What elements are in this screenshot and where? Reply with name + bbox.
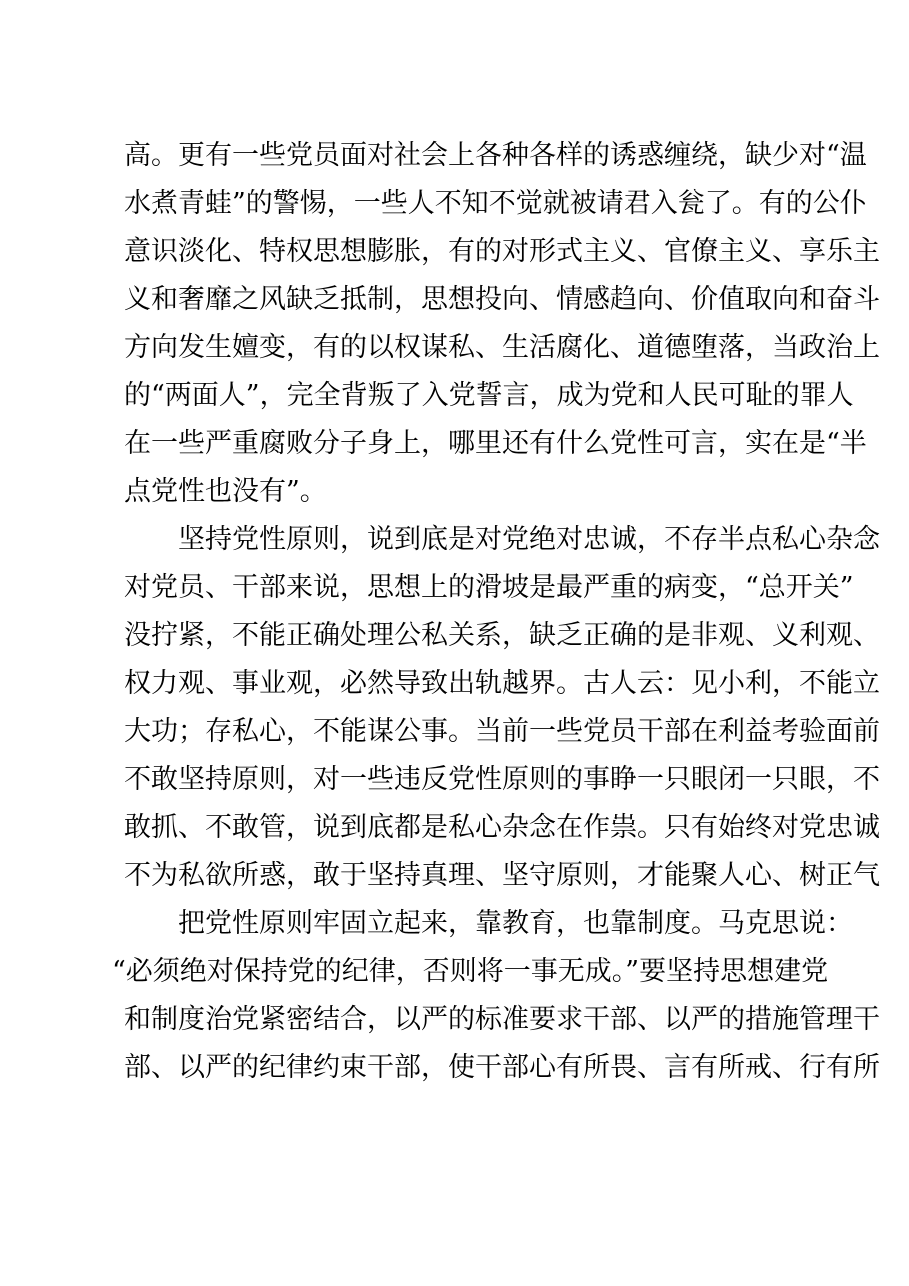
paragraph-1-line-3: 意识淡化、特权思想膨胀，有的对形式主义、官僚主义、享乐主 xyxy=(124,236,880,267)
paragraph-1-line-4: 义和奢靡之风缺乏抵制，思想投向、情感趋向、价值取向和奋斗 xyxy=(124,284,880,315)
paragraph-1-line-8: 点党性也没有”。 xyxy=(124,476,327,507)
paragraph-3-line-3: 和制度治党紧密结合，以严的标准要求干部、以严的措施管理干 xyxy=(124,1004,880,1035)
paragraph-2-line-2: 对党员、干部来说，思想上的滑坡是最严重的病变，“总开关” xyxy=(124,572,854,603)
paragraph-2-line-5: 大功；存私心，不能谋公事。当前一些党员干部在利益考验面前 xyxy=(124,716,880,747)
paragraph-1-line-2: 水煮青蛙”的警惕，一些人不知不觉就被请君入瓮了。有的公仆 xyxy=(124,188,867,219)
paragraph-2-line-3: 没拧紧，不能正确处理公私关系，缺乏正确的是非观、义利观、 xyxy=(124,620,880,651)
paragraph-3-line-2: “必须绝对保持党的纪律，否则将一事无成。”要坚持思想建党 xyxy=(112,956,829,987)
paragraph-3-line-1: 把党性原则牢固立起来，靠教育，也靠制度。马克思说： xyxy=(178,908,853,939)
paragraph-2-line-7: 敢抓、不敢管，说到底都是私心杂念在作祟。只有始终对党忠诚 xyxy=(124,812,880,843)
paragraph-1-line-5: 方向发生嬗变，有的以权谋私、生活腐化、道德堕落，当政治上 xyxy=(124,332,880,363)
paragraph-1-line-6: 的“两面人”，完全背叛了入党誓言，成为党和人民可耻的罪人 xyxy=(124,380,854,411)
paragraph-1-line-1: 高。更有一些党员面对社会上各种各样的诱惑缠绕，缺少对“温 xyxy=(124,140,867,171)
document-body xyxy=(112,132,880,1092)
paragraph-2-line-6: 不敢坚持原则，对一些违反党性原则的事睁一只眼闭一只眼，不 xyxy=(124,764,880,795)
paragraph-2-line-1: 坚持党性原则，说到底是对党绝对忠诚，不存半点私心杂念 xyxy=(178,524,880,555)
paragraph-2-line-4: 权力观、事业观，必然导致出轨越界。古人云：见小利，不能立 xyxy=(124,668,880,699)
paragraph-3-line-4: 部、以严的纪律约束干部，使干部心有所畏、言有所戒、行有所 xyxy=(124,1052,880,1083)
paragraph-2-line-8: 不为私欲所惑，敢于坚持真理、坚守原则，才能聚人心、树正气 xyxy=(124,860,880,891)
paragraph-1-line-7: 在一些严重腐败分子身上，哪里还有什么党性可言，实在是“半 xyxy=(124,428,867,459)
